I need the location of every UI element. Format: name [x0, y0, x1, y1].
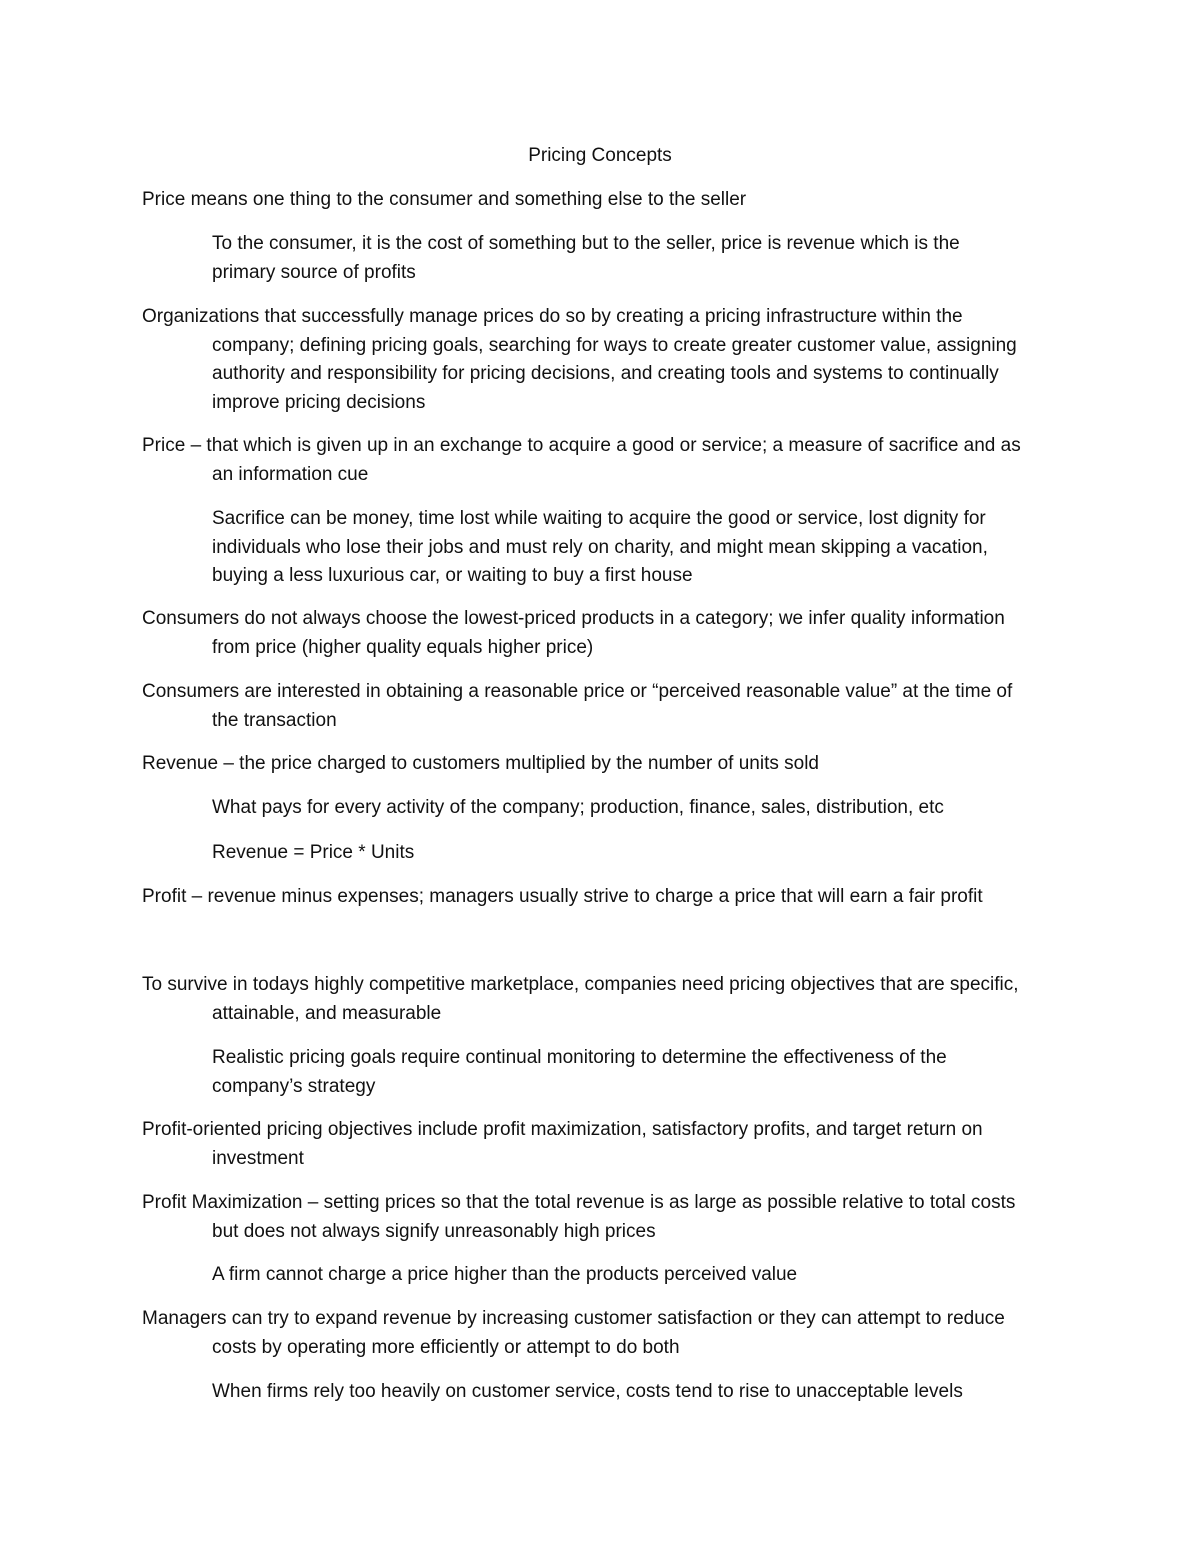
paragraph	[142, 1116, 1122, 1173]
paragraph	[212, 839, 1192, 868]
paragraph	[212, 505, 1192, 591]
paragraph-line: company’s strategy	[212, 1075, 376, 1097]
paragraph-line: the transaction	[212, 709, 337, 731]
paragraph-line: Profit – revenue minus expenses; managers usually strive to charge a price that will earn a fair profit	[142, 886, 983, 907]
paragraph-line: but does not always signify unreasonably high prices	[212, 1220, 656, 1242]
paragraph-line: Sacrifice can be money, time lost while waiting to acquire the good or service, lost dignity for	[212, 508, 986, 529]
paragraph-line: company; defining pricing goals, searching for ways to create greater customer value, assigning	[212, 334, 1017, 356]
paragraph	[142, 432, 1122, 489]
paragraph-line: Price means one thing to the consumer and something else to the seller	[142, 189, 747, 210]
paragraph-line: Managers can try to expand revenue by increasing customer satisfaction or they can attempt to reduce	[142, 1308, 1005, 1329]
paragraph-line: Profit Maximization – setting prices so that the total revenue is as large as possible relative to total costs	[142, 1192, 1016, 1213]
document-title: Pricing Concepts	[528, 145, 672, 166]
paragraph-line: attainable, and measurable	[212, 1002, 442, 1024]
paragraph-line: Revenue – the price charged to customers multiplied by the number of units sold	[142, 753, 819, 774]
paragraph-line: Organizations that successfully manage prices do so by creating a pricing infrastructure within the	[142, 306, 963, 327]
paragraph-line: What pays for every activity of the company; production, finance, sales, distribution, etc	[212, 797, 944, 818]
paragraph	[212, 1261, 1192, 1290]
paragraph-line: individuals who lose their jobs and must rely on charity, and might mean skipping a vacation,	[212, 536, 988, 558]
paragraph-line: buying a less luxurious car, or waiting to buy a first house	[212, 565, 693, 586]
paragraph	[142, 750, 1122, 779]
paragraph-line: Revenue = Price * Units	[212, 842, 415, 863]
paragraph	[142, 678, 1122, 735]
paragraph	[142, 605, 1122, 662]
paragraph-line: improve pricing decisions	[212, 391, 426, 413]
paragraph	[212, 1378, 1192, 1407]
paragraph	[212, 794, 1192, 823]
paragraph-line: Realistic pricing goals require continual monitoring to determine the effectiveness of the	[212, 1047, 947, 1068]
paragraph-line: Consumers do not always choose the lowest-priced products in a category; we infer quality information	[142, 608, 1005, 629]
paragraph-line: To the consumer, it is the cost of something but to the seller, price is revenue which is the	[212, 233, 960, 254]
paragraph-line: costs by operating more efficiently or attempt to do both	[212, 1336, 680, 1358]
paragraph-line: A firm cannot charge a price higher than the products perceived value	[212, 1264, 798, 1285]
paragraph-line: authority and responsibility for pricing decisions, and creating tools and systems to continually	[212, 363, 999, 384]
paragraph-line: primary source of profits	[212, 261, 416, 283]
paragraph	[212, 1044, 1192, 1101]
paragraph-line: from price (higher quality equals higher price)	[212, 636, 594, 658]
paragraph	[212, 230, 1192, 287]
paragraph	[142, 1305, 1122, 1362]
paragraph-line: When firms rely too heavily on customer service, costs tend to rise to unacceptable levels	[212, 1381, 963, 1402]
paragraph-line: Price – that which is given up in an exchange to acquire a good or service; a measure of sacrifice and as	[142, 435, 1021, 456]
paragraph-line: investment	[212, 1147, 304, 1169]
paragraph-line: Profit-oriented pricing objectives include profit maximization, satisfactory profits, and target return on	[142, 1119, 983, 1140]
paragraph	[142, 303, 1122, 417]
paragraph-line: an information cue	[212, 463, 369, 485]
paragraph	[142, 971, 1122, 1028]
paragraph	[142, 883, 1122, 912]
paragraph-line: To survive in todays highly competitive marketplace, companies need pricing objectives that are specific,	[142, 974, 1019, 995]
paragraph-line: Consumers are interested in obtaining a reasonable price or “perceived reasonable value” at the time of	[142, 681, 1013, 702]
paragraph	[142, 186, 1122, 215]
paragraph	[142, 1189, 1122, 1246]
